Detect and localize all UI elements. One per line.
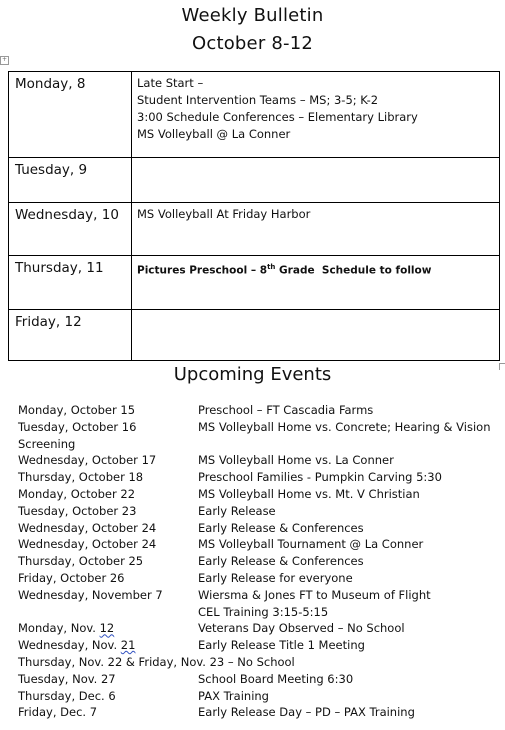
event-description: Early Release Title 1 Meeting [198,638,365,653]
event-row [18,704,498,721]
event-description: MS Volleyball Home vs. Mt. V Christian [198,486,420,501]
event-description: MS Volleyball Home vs. Concrete; Hearing & Vision [198,419,491,434]
event-row [18,452,498,469]
event-date: Tuesday, Nov. 27 [18,671,116,686]
table-row [9,256,500,310]
weekly-schedule-table [8,71,500,361]
info-line: Student Intervention Teams – MS; 3-5; K-2 [137,93,379,107]
upcoming-events-title: Upcoming Events [173,364,332,385]
event-description: Early Release [198,503,276,518]
event-description: Wiersma & Jones FT to Museum of Flight [198,587,431,602]
event-row [18,637,498,654]
table-move-handle[interactable]: + [1,56,8,63]
event-description: Veterans Day Observed – No School [198,621,405,636]
info-line: MS Volleyball At Friday Harbor [137,207,311,221]
table-row [9,72,500,158]
event-description: MS Volleyball Home vs. La Conner [198,453,394,468]
event-row [18,570,498,587]
event-date: Thursday, Nov. 22 & Friday, Nov. 23 – No School [18,654,295,669]
event-row [18,419,498,436]
event-row [18,520,498,537]
event-row [18,604,498,621]
event-date: Thursday, October 18 [18,470,144,485]
event-row [18,486,498,503]
event-row [18,654,498,671]
event-row [18,469,498,486]
event-date: Wednesday, November 7 [18,587,163,602]
bulletin-dates: October 8-12 [191,33,313,54]
bulletin-title: Weekly Bulletin [181,5,324,26]
day-info-cell [132,310,500,361]
event-description: Early Release & Conferences [198,554,364,569]
event-date: Friday, October 26 [18,570,125,585]
event-row [18,503,498,520]
upcoming-events-list [18,402,498,721]
table-row [9,203,500,256]
event-date: Monday, Nov. 12 [18,621,115,636]
event-description: Early Release & Conferences [198,520,364,535]
info-line: Late Start – [137,76,204,90]
day-info-cell [132,158,500,203]
event-description: School Board Meeting 6:30 [198,671,354,686]
day-cell: Monday, 8 [9,72,132,158]
event-row [18,688,498,705]
info-line: MS Volleyball @ La Conner [137,127,291,141]
event-description: Early Release Day – PD – PAX Training [198,705,415,720]
event-description: MS Volleyball Tournament @ La Conner [198,537,424,552]
event-description [198,436,498,453]
event-row [18,536,498,553]
day-cell: Tuesday, 9 [9,158,132,203]
event-date: Wednesday, October 17 [18,453,157,468]
day-cell: Wednesday, 10 [9,203,132,256]
day-info-cell [132,72,500,158]
event-description: PAX Training [198,688,269,703]
event-description: Preschool – FT Cascadia Farms [198,403,374,417]
event-date: Wednesday, October 24 [18,537,157,552]
event-date: Thursday, October 25 [18,554,144,569]
pictures-note: Pictures Preschool – 8th Grade Schedule to follow [137,263,432,277]
table-row [9,158,500,203]
event-row [18,402,498,419]
event-date [18,604,198,621]
event-date: Tuesday, October 23 [18,503,137,518]
event-date: Thursday, Dec. 6 [18,688,116,703]
info-line: 3:00 Schedule Conferences – Elementary Library [137,110,418,124]
day-info-cell [132,256,500,310]
event-description: Early Release for everyone [198,570,353,585]
event-row [18,671,498,688]
event-date: Monday, October 22 [18,486,136,501]
day-info-cell [132,203,500,256]
event-date: Wednesday, October 24 [18,520,157,535]
event-date: Screening [18,436,76,451]
event-row [18,620,498,637]
event-date: Tuesday, October 16 [18,419,137,434]
event-row [18,436,498,453]
event-row [18,553,498,570]
day-cell: Thursday, 11 [9,256,132,310]
event-description [295,654,498,671]
event-date: Wednesday, Nov. 21 [18,638,136,653]
event-date: Friday, Dec. 7 [18,705,98,720]
margin-corner-mark [499,363,505,370]
event-description: CEL Training 3:15-5:15 [198,604,329,619]
event-description: Preschool Families - Pumpkin Carving 5:30 [198,470,442,485]
table-row [9,310,500,361]
event-date: Monday, October 15 [18,403,136,417]
day-cell: Friday, 12 [9,310,132,361]
event-row [18,587,498,604]
